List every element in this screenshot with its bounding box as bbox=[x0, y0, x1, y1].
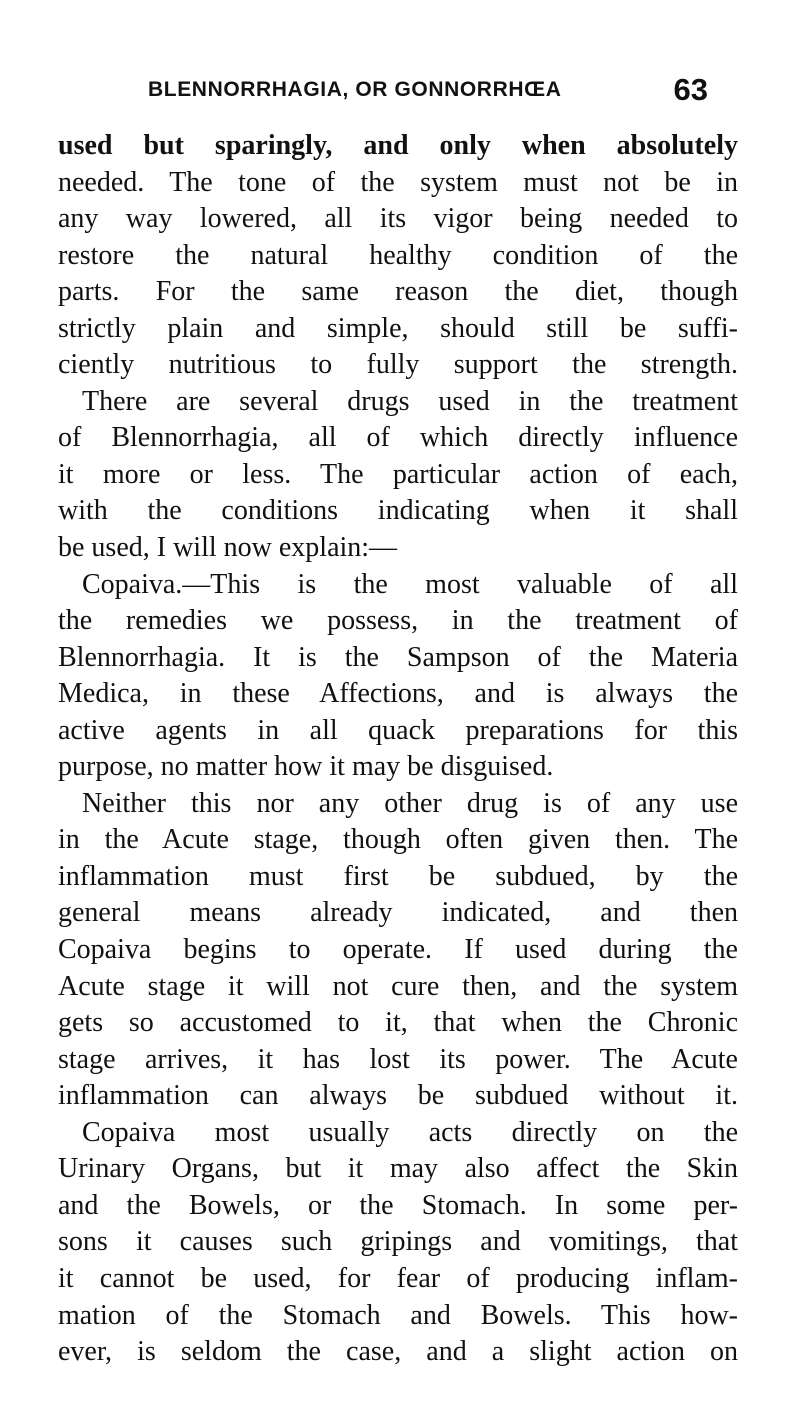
text-line: Neither this nor any other drug is of any use bbox=[82, 787, 738, 819]
running-head-title: BLENNORRHAGIA, OR GONNORRHŒA bbox=[148, 78, 562, 101]
text-line: the remedies we possess, in the treatment of bbox=[58, 605, 738, 637]
text-line: gets so accustomed to it, that when the Chronic bbox=[58, 1007, 738, 1039]
text-line: it cannot be used, for fear of producing inflam- bbox=[58, 1262, 738, 1294]
text-line: mation of the Stomach and Bowels. This how- bbox=[58, 1299, 738, 1331]
text-line: any way lowered, all its vigor being needed to bbox=[58, 203, 738, 235]
text-line: used but sparingly, and only when absolutely bbox=[58, 130, 738, 161]
text-line: ever, is seldom the case, and a slight action on bbox=[58, 1336, 738, 1368]
text-line: Blennorrhagia. It is the Sampson of the Materia bbox=[58, 641, 738, 673]
text-line: inflammation can always be subdued without it. bbox=[58, 1080, 738, 1112]
text-line: active agents in all quack preparations for this bbox=[58, 714, 738, 746]
text-line: needed. The tone of the system must not be in bbox=[58, 166, 738, 198]
running-head bbox=[148, 72, 708, 112]
text-line: be used, I will now explain:— bbox=[58, 532, 398, 564]
text-line: Acute stage it will not cure then, and the system bbox=[58, 970, 738, 1002]
text-line: in the Acute stage, though often given then. The bbox=[58, 824, 738, 856]
page-number: 63 bbox=[673, 72, 708, 107]
text-line: parts. For the same reason the diet, though bbox=[58, 276, 738, 308]
text-line: Medica, in these Affections, and is always the bbox=[58, 678, 738, 710]
text-line: sons it causes such gripings and vomitings, that bbox=[58, 1226, 738, 1258]
text-line: restore the natural healthy condition of the bbox=[58, 239, 738, 271]
text-line: Copaiva.—This is the most valuable of all bbox=[82, 568, 738, 600]
text-line: There are several drugs used in the treatment bbox=[82, 385, 738, 417]
text-line: purpose, no matter how it may be disguised. bbox=[58, 751, 554, 783]
text-line: ciently nutritious to fully support the strength. bbox=[58, 349, 738, 381]
body-text bbox=[58, 128, 738, 1371]
text-line: and the Bowels, or the Stomach. In some per- bbox=[58, 1189, 738, 1221]
text-line: Urinary Organs, but it may also affect the Skin bbox=[58, 1153, 738, 1185]
text-line: inflammation must first be subdued, by the bbox=[58, 860, 738, 892]
text-line: Copaiva begins to operate. If used during the bbox=[58, 934, 738, 966]
text-line: general means already indicated, and then bbox=[58, 897, 738, 929]
text-line: of Blennorrhagia, all of which directly influence bbox=[58, 422, 738, 454]
text-line: stage arrives, it has lost its power. The Acute bbox=[58, 1043, 738, 1075]
text-line: with the conditions indicating when it shall bbox=[58, 495, 738, 527]
text-line: strictly plain and simple, should still be suffi- bbox=[58, 312, 738, 344]
text-line: Copaiva most usually acts directly on the bbox=[82, 1116, 738, 1148]
text-line: it more or less. The particular action of each, bbox=[58, 458, 738, 490]
